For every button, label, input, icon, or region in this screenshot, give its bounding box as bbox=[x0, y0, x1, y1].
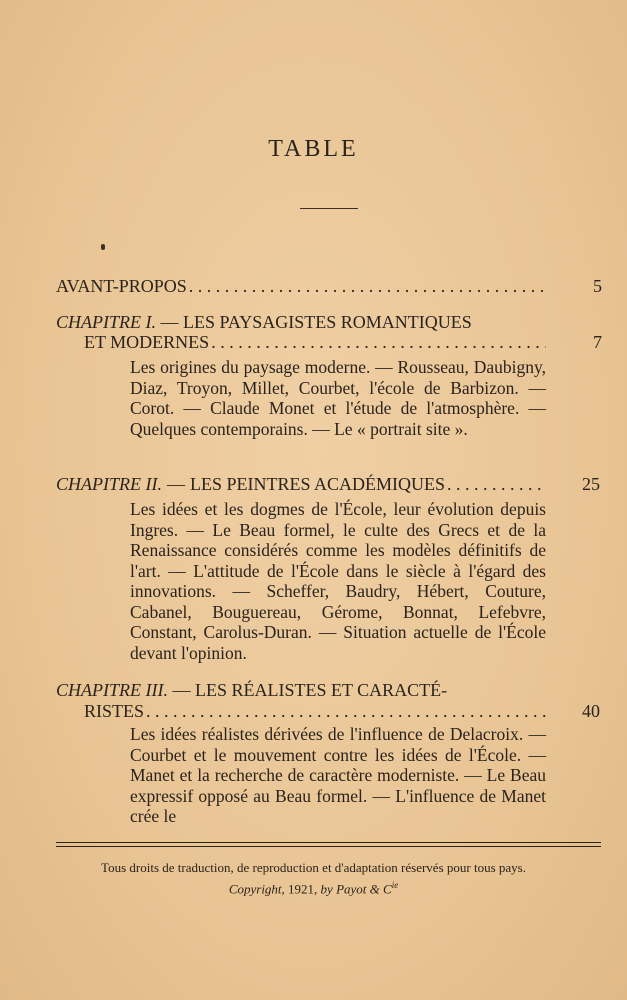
chapter-label: CHAPITRE III. bbox=[56, 680, 168, 700]
chapter-label: CHAPITRE II. bbox=[56, 474, 162, 494]
footer-rule-top bbox=[56, 842, 601, 843]
toc-entry-chapter-3-line2 bbox=[84, 701, 546, 721]
toc-entry-chapter-1-line2 bbox=[84, 332, 546, 352]
toc-entry-label: AVANT-PROPOS bbox=[56, 276, 187, 296]
chapter-summary: Les origines du paysage moderne. — Rousseau, Daubigny, Diaz, Troyon, Millet, Courbet, l'école de Barbizon. — Corot. — Claude Monet et l'étude de l'atmosphère. — Quelques contemporains. — Le « portrait site ». bbox=[130, 357, 546, 439]
rights-notice: Tous droits de traduction, de reproduction et d'adaptation réservés pour tous pays. bbox=[101, 860, 526, 875]
dot-leader bbox=[211, 332, 546, 352]
chapter-dash: — bbox=[172, 680, 191, 700]
publisher-sup: ie bbox=[391, 880, 399, 890]
toc-entry-avant-propos[interactable] bbox=[56, 276, 546, 296]
toc-page-number: 5 bbox=[593, 276, 602, 296]
copyright-line bbox=[0, 876, 627, 898]
chapter-dash: — bbox=[160, 312, 179, 332]
dot-leader bbox=[447, 474, 546, 494]
chapter-summary: Les idées et les dogmes de l'École, leur évolution depuis Ingres. — Le Beau formel, le culte des Grecs et de la Renaissance considérés comme les modèles définitifs de l'art. — L'attitude de l'École dans le siècle à l'égard des innovations. — Scheffer, Baudry, Hébert, Couture, Cabanel, Bouguereau, Gérome, Bonnat, Lefebvre, Constant, Carolus-Duran. — Situation actuelle de l'École devant l'opinion. bbox=[130, 499, 546, 663]
dot-leader bbox=[146, 701, 546, 721]
chapter-title-cont: ET MODERNES bbox=[84, 332, 210, 352]
toc-entry-chapter-2[interactable] bbox=[56, 474, 546, 494]
chapter-title: LES RÉALISTES ET CARACTÉ- bbox=[194, 680, 448, 700]
table-of-contents bbox=[56, 0, 602, 840]
toc-entry-chapter-1[interactable] bbox=[56, 312, 472, 332]
chapter-title: LES PEINTRES ACADÉMIQUES bbox=[189, 474, 445, 494]
chapter-dash: — bbox=[166, 474, 185, 494]
chapter-label: CHAPITRE I. bbox=[56, 312, 156, 332]
toc-page-number: 40 bbox=[582, 701, 600, 721]
publisher: by Payot & C bbox=[320, 881, 392, 897]
footer-rule-bottom bbox=[56, 846, 601, 847]
dot-leader bbox=[189, 276, 546, 296]
copyright-word: Copyright, bbox=[228, 881, 285, 897]
toc-page-number: 25 bbox=[582, 474, 600, 494]
chapter-title-cont: RISTES bbox=[84, 701, 145, 721]
copyright-year: 1921, bbox=[288, 881, 318, 897]
chapter-summary: Les idées réalistes dérivées de l'influence de Delacroix. — Courbet et le mouvement contre les idées de l'École. — Manet et la recherche de caractère moderniste. — Le Beau expressif opposé au Beau formel. — L'influence de Manet crée le bbox=[130, 724, 546, 826]
chapter-title: LES PAYSAGISTES ROMANTIQUES bbox=[182, 312, 472, 332]
toc-page-number: 7 bbox=[593, 332, 602, 352]
page-title: TABLE bbox=[268, 136, 359, 162]
toc-entry-chapter-3[interactable] bbox=[56, 680, 447, 700]
